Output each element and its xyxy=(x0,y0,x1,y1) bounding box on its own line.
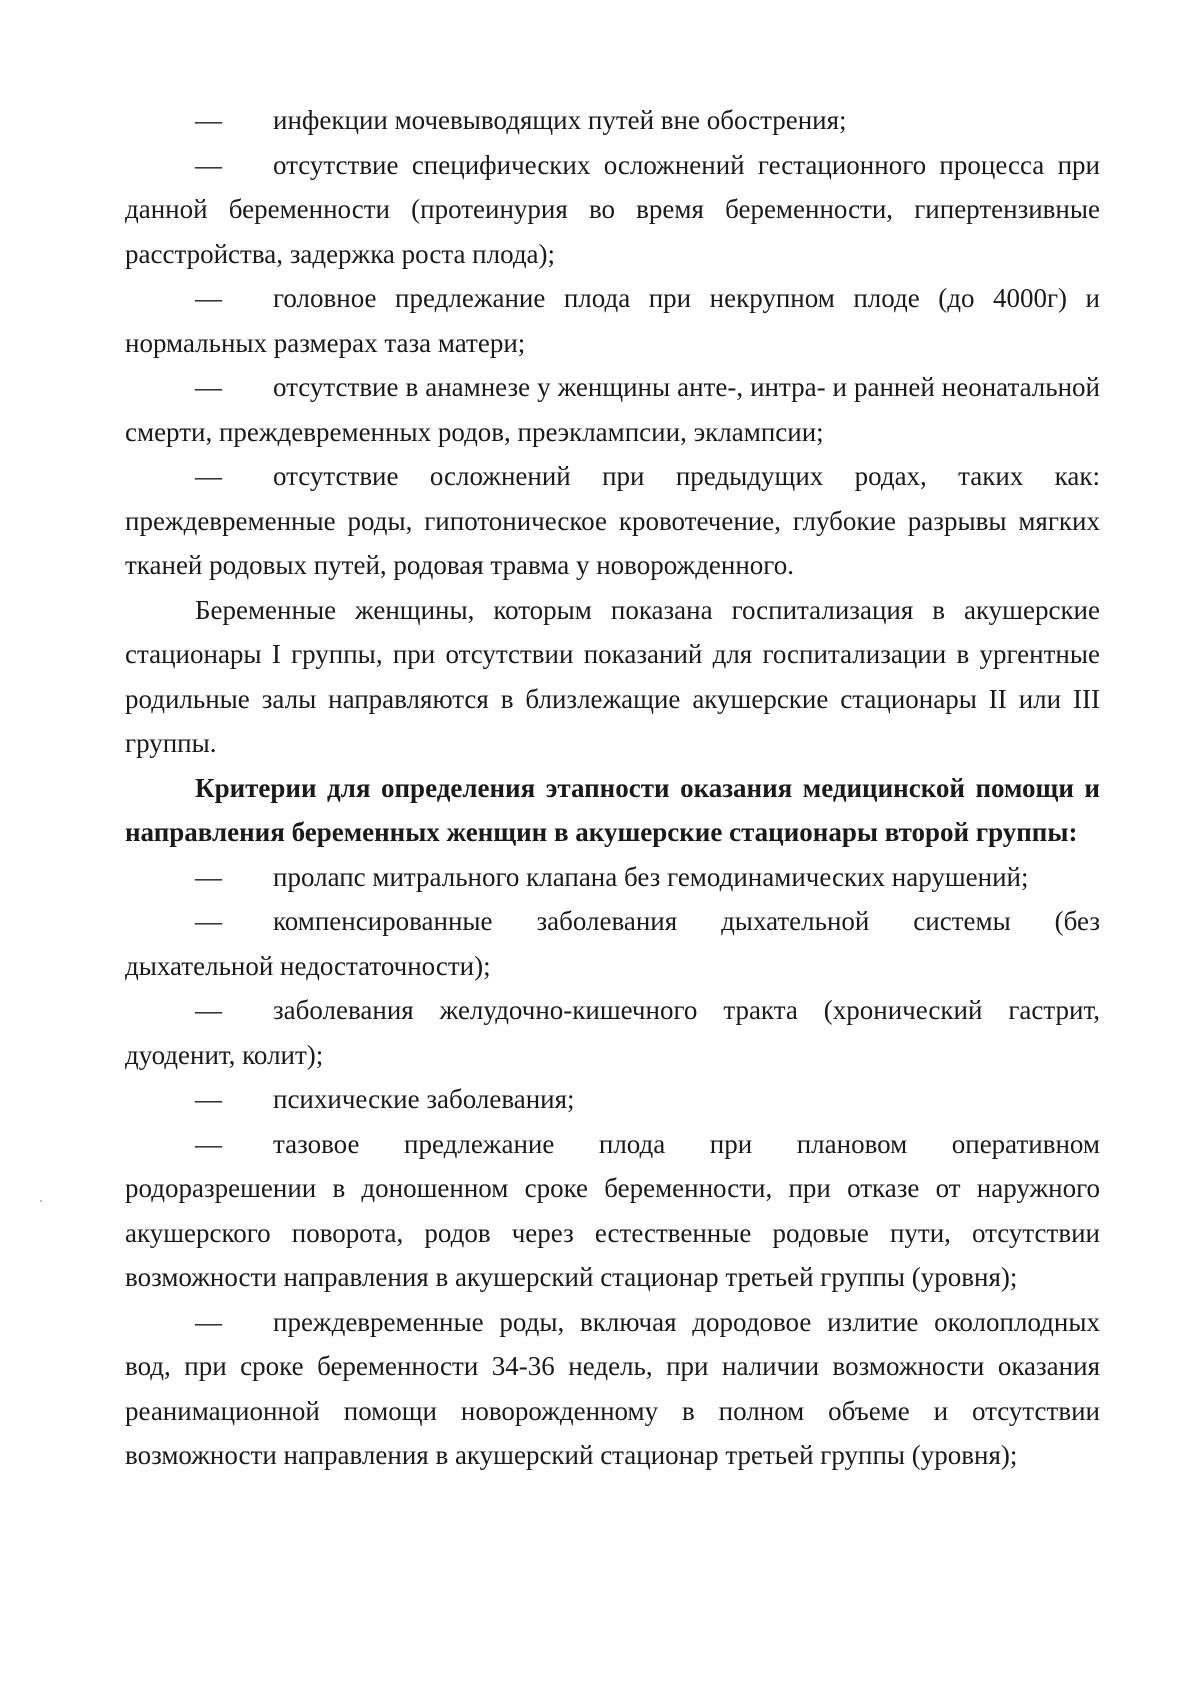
body-paragraph: Беременные женщины, которым показана госпитализация в акушерские стационары I группы, при отсутствии показаний для госпитализации в ургентные родильные залы направляются в близлежащие акушерские стационары II или III группы. xyxy=(125,594,1100,758)
list-item-text: инфекции мочевыводящих путей вне обострения; xyxy=(273,105,847,135)
section-heading: Критерии для определения этапности оказания медицинской помощи и направления беременных женщин в акушерские стационары второй группы: xyxy=(125,772,1100,847)
list-item xyxy=(125,276,1100,365)
list-item-text: пролапс митрального клапана без гемодинамических нарушений; xyxy=(273,861,1029,892)
list-item xyxy=(125,1300,1100,1478)
list-dash: — xyxy=(195,149,222,180)
list-item-text: заболевания желудочно-кишечного тракта (хронический гастрит, дуоденит, колит); xyxy=(125,995,1100,1070)
list-dash: — xyxy=(195,461,222,491)
list-item-text: тазовое предлежание плода при плановом оперативном родоразрешении в доношенном сроке беременности, при отказе от наружного акушерского поворота, родов через естественные родовые пути, отсутствии возможности направления в акушерский стационар третьей группы (уровня); xyxy=(125,1128,1100,1292)
list-dash: — xyxy=(195,1306,222,1337)
list-item xyxy=(125,365,1100,454)
list-item-text: преждевременные роды, включая дородовое излитие околоплодных вод, при сроке беременности 34-36 недель, при наличии возможности оказания реанимационной помощи новорожденному в полном объеме и отсутствии возможности направления в акушерский стационар третьей группы (уровня); xyxy=(125,1306,1100,1470)
list-dash: — xyxy=(195,372,222,402)
list-item xyxy=(125,899,1100,988)
list-item-text: головное предлежание плода при некрупном плоде (до 4000г) и нормальных размерах таза матери; xyxy=(125,283,1100,358)
list-item xyxy=(125,454,1100,588)
list-item xyxy=(125,988,1100,1077)
list-dash: — xyxy=(195,1128,222,1159)
scan-speck xyxy=(40,1200,42,1202)
list-dash: — xyxy=(195,1084,222,1114)
list-dash: — xyxy=(195,283,222,313)
list-item-text: психические заболевания; xyxy=(273,1084,575,1114)
list-dash: — xyxy=(195,906,222,936)
list-item-text: отсутствие специфических осложнений гестационного процесса при данной беременности (протеинурия во время беременности, гипертензивные расстройства, задержка роста плода); xyxy=(125,149,1100,269)
text-column xyxy=(125,98,1100,1478)
list-item xyxy=(125,855,1100,900)
list-item xyxy=(125,98,1100,143)
list-dash: — xyxy=(195,995,222,1025)
list-dash: — xyxy=(195,105,222,135)
list-item xyxy=(125,1122,1100,1300)
list-item-text: компенсированные заболевания дыхательной системы (без дыхательной недостаточности); xyxy=(125,906,1100,981)
list-item xyxy=(125,143,1100,277)
list-item xyxy=(125,1077,1100,1122)
list-item-text: отсутствие осложнений при предыдущих родах, таких как: преждевременные роды, гипотоническое кровотечение, глубокие разрывы мягких тканей родовых путей, родовая травма у новорожденного. xyxy=(125,461,1100,580)
list-item-text: отсутствие в анамнезе у женщины анте-, интра- и ранней неонатальной смерти, преждевременных родов, преэклампсии, эклампсии; xyxy=(125,372,1100,447)
list-dash: — xyxy=(195,861,222,892)
